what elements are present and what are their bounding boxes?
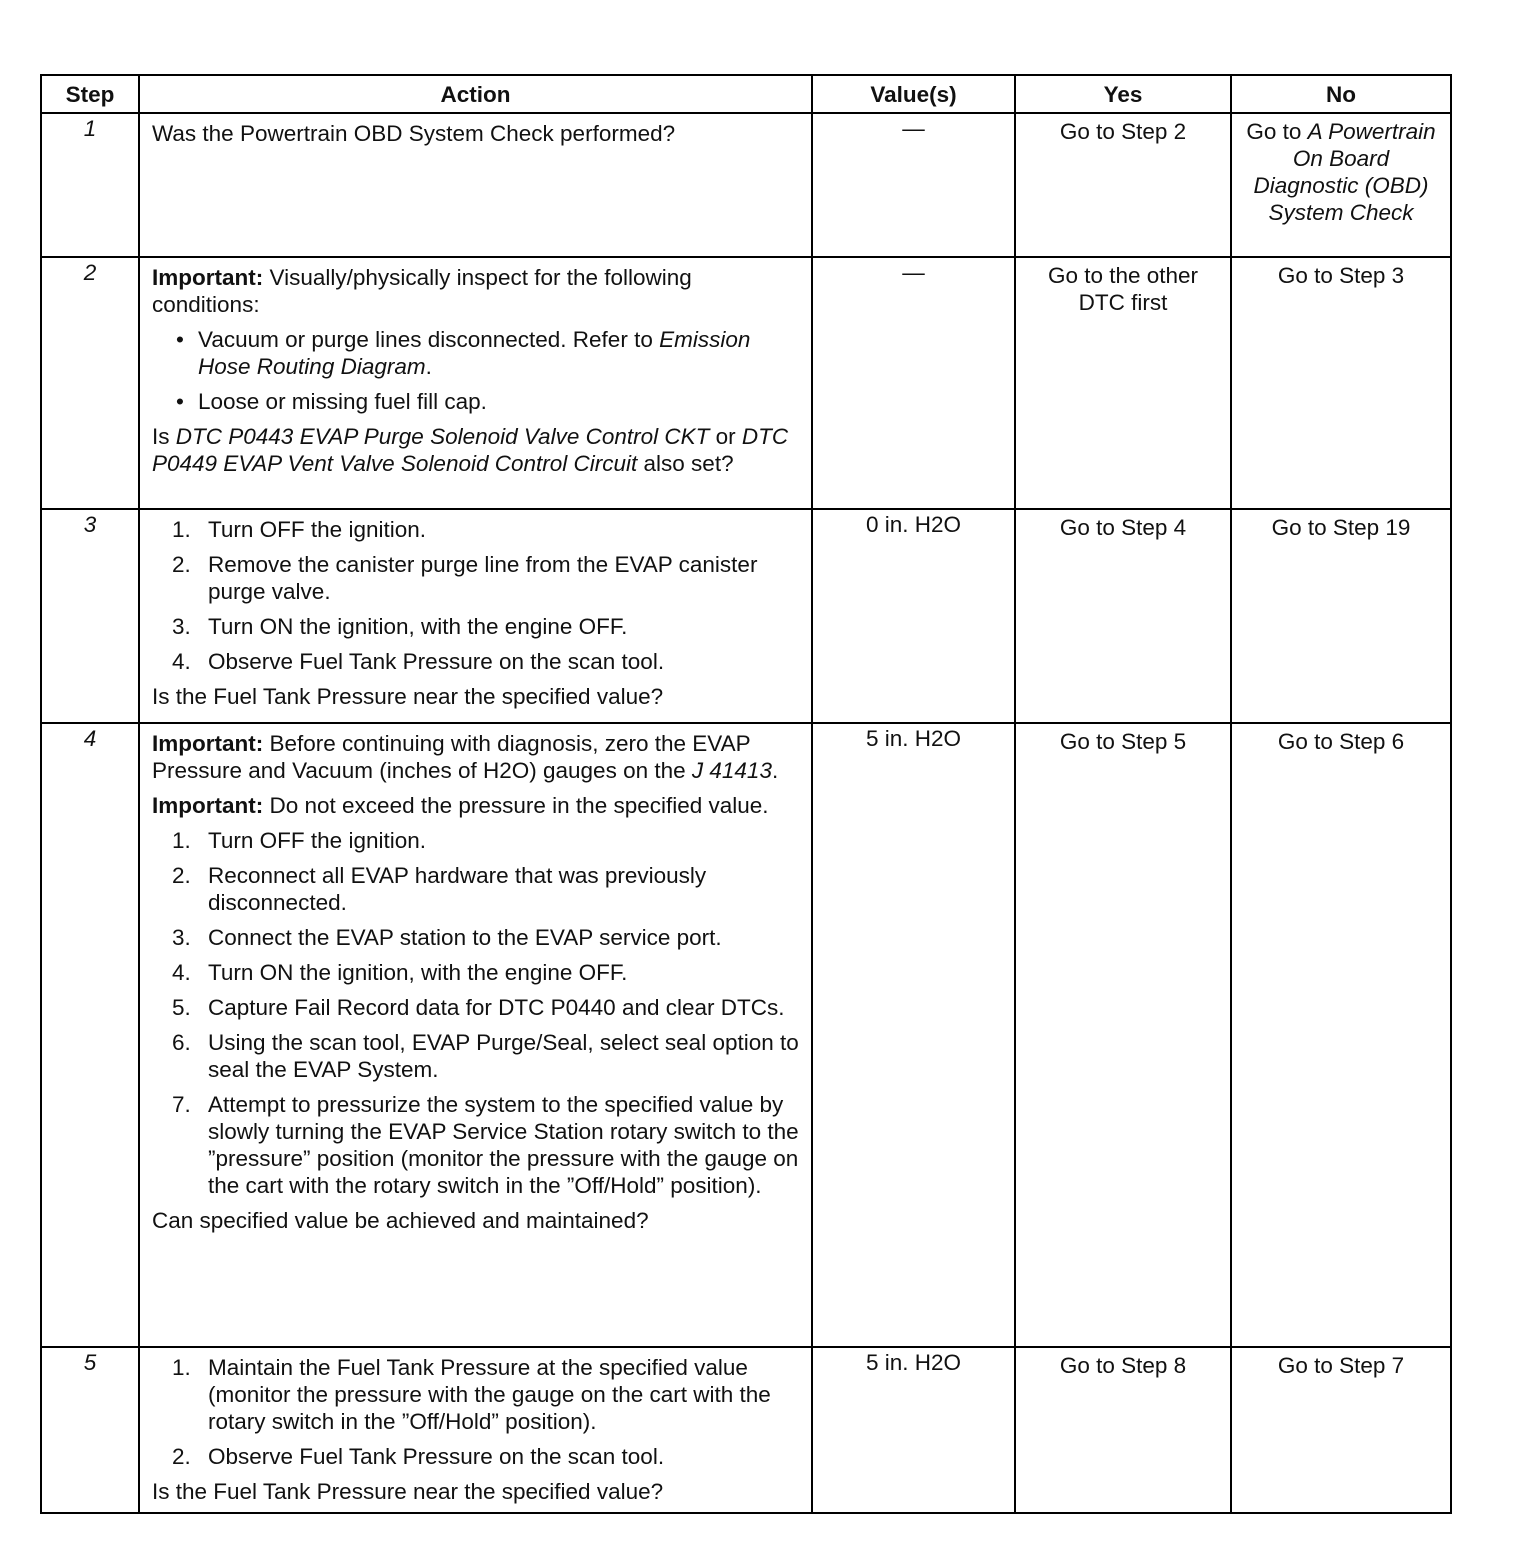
no-cell: Go to Step 3 [1231, 257, 1451, 509]
table-row [41, 1347, 1451, 1513]
number-marker: 4. [172, 649, 191, 674]
table-header-row [41, 75, 1451, 113]
step-text: Turn OFF the ignition. [208, 517, 427, 542]
number-marker: 2. [172, 1444, 191, 1469]
value-cell: — [812, 113, 1015, 257]
list-item [172, 388, 803, 415]
table-row [41, 509, 1451, 723]
number-marker: 3. [172, 614, 191, 639]
step-text: Observe Fuel Tank Pressure on the scan tool. [208, 649, 665, 674]
condition-list [152, 326, 803, 415]
action-cell [139, 113, 812, 257]
number-marker: 7. [172, 1092, 191, 1117]
list-item [172, 516, 803, 543]
step-text: Capture Fail Record data for DTC P0440 and clear DTCs. [208, 995, 785, 1020]
no-prefix: Go to [1246, 119, 1308, 144]
list-item [172, 1029, 803, 1083]
list-item [172, 613, 803, 640]
action-question [152, 423, 803, 477]
no-reference: A Powertrain On Board Diagnostic (OBD) System Check [1253, 119, 1436, 225]
list-item [172, 648, 803, 675]
procedure-list [152, 1354, 803, 1470]
number-marker: 5. [172, 995, 191, 1020]
step-text: Remove the canister purge line from the EVAP canister purge valve. [208, 552, 758, 604]
action-question: Was the Powertrain OBD System Check performed? [152, 121, 676, 146]
important-label: Important: [152, 793, 264, 818]
important-note [152, 792, 803, 819]
yes-cell: Go to Step 4 [1015, 509, 1231, 723]
value-cell: — [812, 257, 1015, 509]
list-item [172, 959, 803, 986]
step-text: Reconnect all EVAP hardware that was previously disconnected. [208, 863, 707, 915]
no-cell [1231, 113, 1451, 257]
list-item [172, 1354, 803, 1435]
step-text: Using the scan tool, EVAP Purge/Seal, select seal option to seal the EVAP System. [208, 1030, 799, 1082]
no-cell: Go to Step 6 [1231, 723, 1451, 1347]
question-reference: DTC P0449 EVAP Vent Valve Solenoid Control Circuit [152, 424, 789, 476]
header-no: No [1231, 75, 1451, 113]
step-number: 4 [41, 723, 139, 1347]
number-marker: 4. [172, 960, 191, 985]
important-text: Visually/physically inspect for the following conditions: [152, 265, 692, 317]
action-cell [139, 1347, 812, 1513]
table-row [41, 723, 1451, 1347]
procedure-list [152, 516, 803, 675]
action-cell [139, 257, 812, 509]
yes-cell: Go to the other DTC first [1015, 257, 1231, 509]
step-number: 1 [41, 113, 139, 257]
step-text: Maintain the Fuel Tank Pressure at the specified value (monitor the pressure with the gauge on the cart with the rotary switch in the ”Off/Hold” position). [208, 1355, 771, 1434]
number-marker: 6. [172, 1030, 191, 1055]
action-question: Is the Fuel Tank Pressure near the specified value? [152, 1479, 664, 1504]
action-question: Can specified value be achieved and maintained? [152, 1208, 649, 1233]
no-cell: Go to Step 19 [1231, 509, 1451, 723]
number-marker: 1. [172, 517, 191, 542]
list-item [172, 827, 803, 854]
list-item [172, 1443, 803, 1470]
step-number: 3 [41, 509, 139, 723]
table-row [41, 113, 1451, 257]
action-cell [139, 509, 812, 723]
step-text: Turn ON the ignition, with the engine OFF. [208, 960, 628, 985]
list-item [172, 551, 803, 605]
important-text: Do not exceed the pressure in the specified value. [263, 793, 769, 818]
bullet-reference: Emission Hose Routing Diagram [198, 327, 751, 379]
yes-cell: Go to Step 8 [1015, 1347, 1231, 1513]
yes-cell: Go to Step 5 [1015, 723, 1231, 1347]
question-text: Is [152, 424, 176, 449]
action-question: Is the Fuel Tank Pressure near the specified value? [152, 684, 664, 709]
table-row [41, 257, 1451, 509]
number-marker: 1. [172, 828, 191, 853]
important-note [152, 730, 803, 784]
bullet-marker: • [176, 389, 184, 414]
yes-cell: Go to Step 2 [1015, 113, 1231, 257]
list-item [172, 862, 803, 916]
value-cell: 0 in. H2O [812, 509, 1015, 723]
number-marker: 2. [172, 863, 191, 888]
step-text: Turn OFF the ignition. [208, 828, 427, 853]
number-marker: 3. [172, 925, 191, 950]
bullet-text: Vacuum or purge lines disconnected. Refer to [198, 327, 660, 352]
list-item [172, 1091, 803, 1199]
important-note [152, 264, 803, 318]
header-values: Value(s) [812, 75, 1015, 113]
diagnostic-table [40, 74, 1452, 1514]
important-label: Important: [152, 731, 264, 756]
no-cell: Go to Step 7 [1231, 1347, 1451, 1513]
tool-reference: J 41413 [691, 758, 772, 783]
step-text: Attempt to pressurize the system to the specified value by slowly turning the EVAP Service Station rotary switch to the ”pressure” position (monitor the pressure with the gauge on the cart with the rotary switch in the ”Off/Hold” position). [208, 1092, 799, 1198]
value-cell: 5 in. H2O [812, 723, 1015, 1347]
bullet-text: Loose or missing fuel fill cap. [198, 389, 487, 414]
important-end: . [771, 758, 779, 783]
step-number: 5 [41, 1347, 139, 1513]
list-item [172, 924, 803, 951]
question-reference: DTC P0443 EVAP Purge Solenoid Valve Control CKT [175, 424, 710, 449]
number-marker: 2. [172, 552, 191, 577]
list-item [172, 994, 803, 1021]
step-number: 2 [41, 257, 139, 509]
question-text: also set? [637, 451, 734, 476]
bullet-marker: • [176, 327, 184, 352]
header-yes: Yes [1015, 75, 1231, 113]
header-step: Step [41, 75, 139, 113]
list-item [172, 326, 803, 380]
action-cell [139, 723, 812, 1347]
question-text: or [709, 424, 742, 449]
important-text: Before continuing with diagnosis, zero the EVAP Pressure and Vacuum (inches of H2O) gauges on the [152, 731, 751, 783]
header-action: Action [139, 75, 812, 113]
value-cell: 5 in. H2O [812, 1347, 1015, 1513]
step-text: Observe Fuel Tank Pressure on the scan tool. [208, 1444, 665, 1469]
number-marker: 1. [172, 1355, 191, 1380]
step-text: Turn ON the ignition, with the engine OFF. [208, 614, 628, 639]
procedure-list [152, 827, 803, 1199]
step-text: Connect the EVAP station to the EVAP service port. [208, 925, 722, 950]
bullet-end: . [425, 354, 432, 379]
important-label: Important: [152, 265, 264, 290]
